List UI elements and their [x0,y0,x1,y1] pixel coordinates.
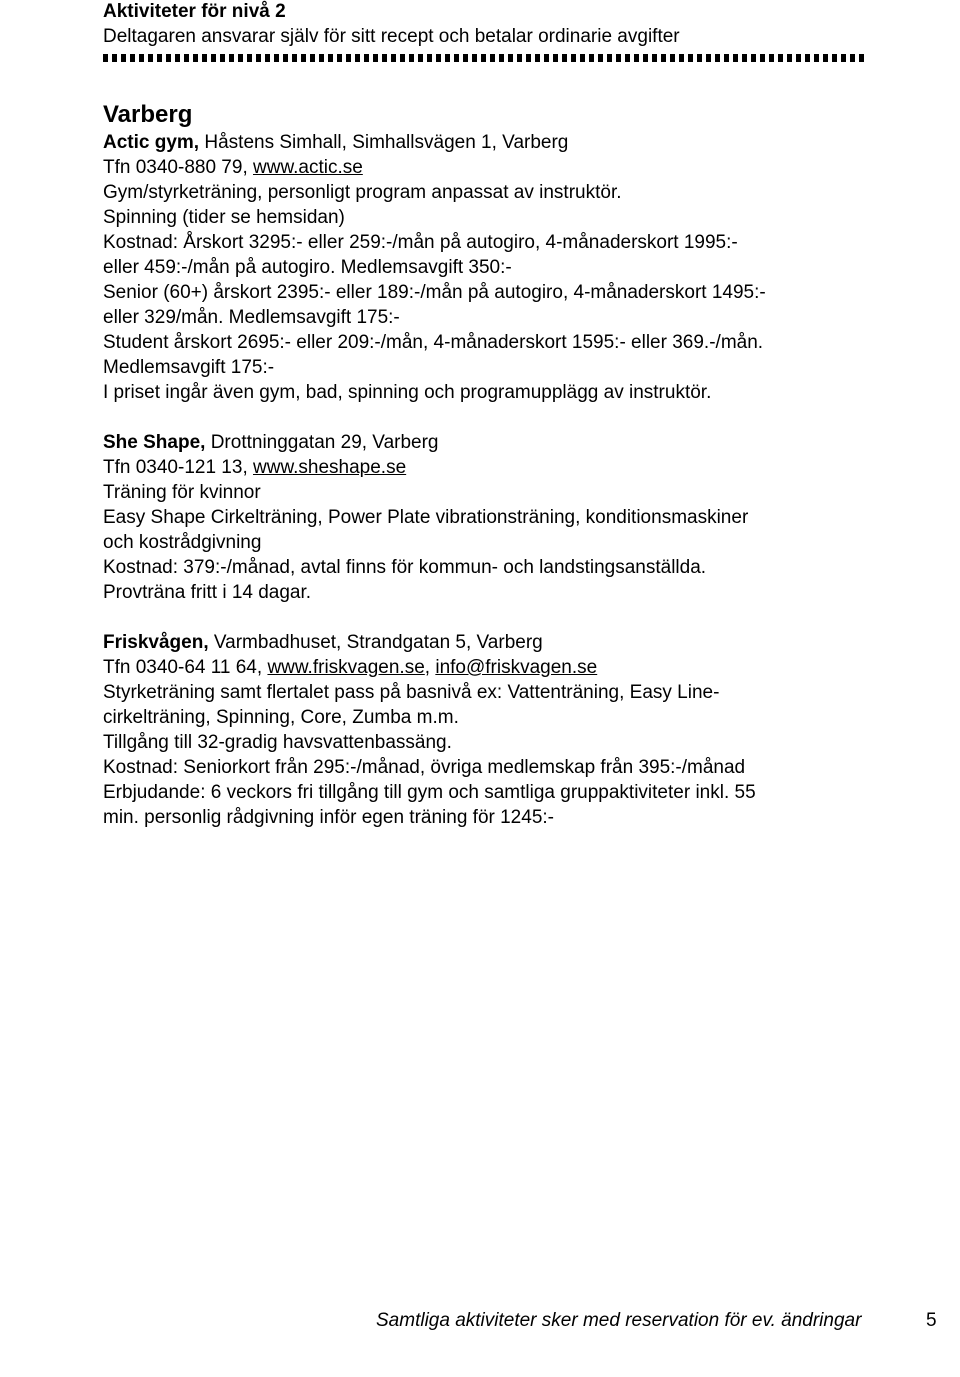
venue-heading [103,130,863,155]
venue-phone: Tfn 0340-121 13, [103,457,253,478]
venue-line: Spinning (tider se hemsidan) [103,207,345,228]
venue-heading [103,430,863,455]
venue-line: eller 329/mån. Medlemsavgift 175:- [103,307,400,328]
venue-name: Actic gym, [103,132,200,153]
venue-contact [103,155,863,180]
venue-contact [103,455,863,480]
venue-phone: Tfn 0340-64 11 64, [103,657,268,678]
venue-line: Gym/styrketräning, personligt program anpassat av instruktör. [103,182,622,203]
venue-address: Varmbadhuset, Strandgatan 5, Varberg [208,632,543,653]
venue-contact [103,655,863,680]
venue-line: Medlemsavgift 175:- [103,357,275,378]
footer-note: Samtliga aktiviteter sker med reservation för ev. ändringar [376,1310,862,1331]
page-header [103,0,903,50]
link-separator: , [424,657,436,678]
venue-she-shape [103,430,863,605]
page-footer [376,1307,936,1337]
venue-line: och kostrådgivning [103,532,262,553]
venue-line: cirkelträning, Spinning, Core, Zumba m.m. [103,707,459,728]
venue-line: Tillgång till 32-gradig havsvattenbassäng. [103,732,452,753]
venue-line: Senior (60+) årskort 2395:- eller 189:-/mån på autogiro, 4-månaderskort 1495:- [103,282,766,303]
venue-line: Student årskort 2695:- eller 209:-/mån, 4-månaderskort 1595:- eller 369.-/mån. [103,332,764,353]
venue-line: Styrketräning samt flertalet pass på basnivå ex: Vattenträning, Easy Line- [103,682,720,703]
level-subtitle: Deltagaren ansvarar själv för sitt recept och betalar ordinarie avgifter [103,26,680,47]
venue-website-link[interactable]: www.actic.se [253,157,363,178]
page-content [103,100,863,830]
venue-actic [103,130,863,405]
venue-name: She Shape, [103,432,206,453]
level-title: Aktiviteter för nivå 2 [103,1,286,22]
page-number: 5 [926,1310,937,1331]
venue-email-link[interactable]: info@friskvagen.se [435,657,598,678]
venue-line: Träning för kvinnor [103,482,261,503]
venue-heading [103,630,863,655]
venue-line: min. personlig rådgivning inför egen träning för 1245:- [103,807,554,828]
venue-line: Provträna fritt i 14 dagar. [103,582,312,603]
dotted-divider [103,54,865,62]
venue-friskvagen [103,630,863,830]
venue-line: Kostnad: Årskort 3295:- eller 259:-/mån på autogiro, 4-månaderskort 1995:- [103,232,738,253]
spacer [103,405,863,430]
venue-website-link[interactable]: www.sheshape.se [253,457,407,478]
venue-address: Drottninggatan 29, Varberg [205,432,439,453]
spacer [103,605,863,630]
venue-name: Friskvågen, [103,632,209,653]
venue-line: Kostnad: Seniorkort från 295:-/månad, övriga medlemskap från 395:-/månad [103,757,746,778]
venue-line: Easy Shape Cirkelträning, Power Plate vibrationsträning, konditionsmaskiner [103,507,749,528]
venue-line: Kostnad: 379:-/månad, avtal finns för kommun- och landstingsanställda. [103,557,707,578]
venue-line: I priset ingår även gym, bad, spinning och programupplägg av instruktör. [103,382,712,403]
venue-line: Erbjudande: 6 veckors fri tillgång till gym och samtliga gruppaktiviteter inkl. 55 [103,782,756,803]
venue-website-link[interactable]: www.friskvagen.se [267,657,425,678]
venue-phone: Tfn 0340-880 79, [103,157,253,178]
city-heading: Varberg [103,101,193,128]
venue-address: Håstens Simhall, Simhallsvägen 1, Varberg [199,132,569,153]
venue-line: eller 459:-/mån på autogiro. Medlemsavgift 350:- [103,257,512,278]
